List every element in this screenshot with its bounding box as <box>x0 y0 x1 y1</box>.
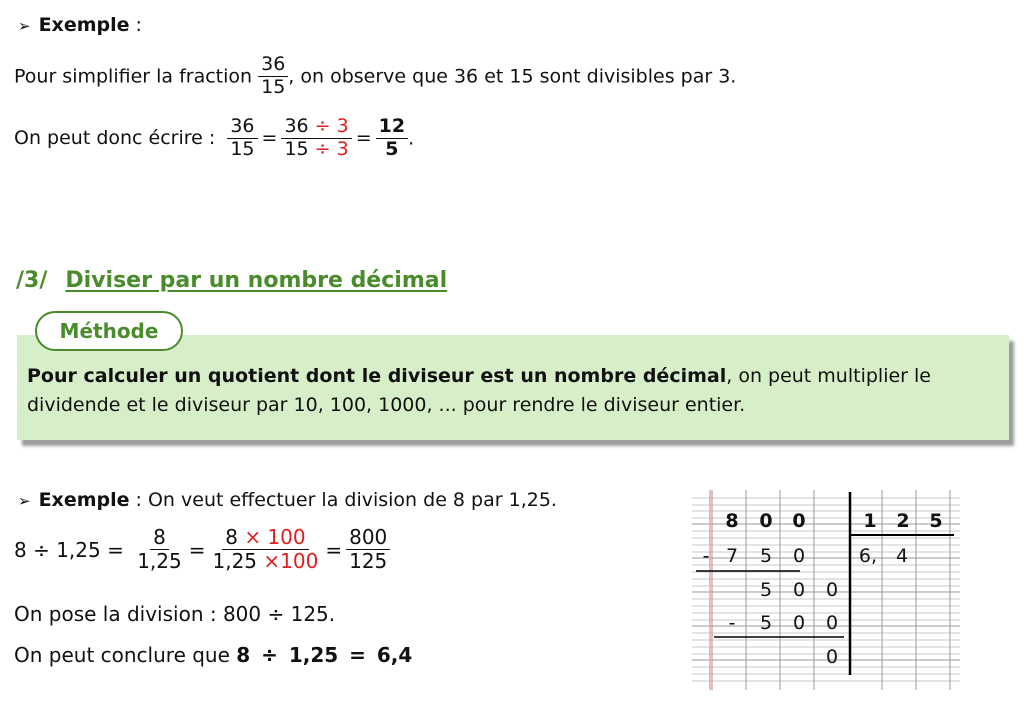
methode-label: Méthode <box>35 311 183 351</box>
fraction-800-125: $\frac{800}{125}$ <box>346 526 390 573</box>
section-title: /3/ Diviser par un nombre décimal <box>16 268 448 293</box>
subtract-digit: 0 <box>792 545 806 567</box>
subtract-digit: 5 <box>759 545 773 567</box>
conclusion-line: On peut conclure que 8 ÷ 1,25 = 6,4 <box>14 643 413 667</box>
methode-text: Pour calculer un quotient dont le diviseur est un nombre décimal, on peut multiplier le dividende et le diviseur par 10, 100, 1000, ... pour rendre le diviseur entier. <box>27 365 931 416</box>
remainder-digit: 0 <box>825 579 839 601</box>
example1-heading: ➢ Exemple : <box>18 14 142 36</box>
subtract-digit: 0 <box>792 612 806 634</box>
divisor-digit: 5 <box>929 510 943 532</box>
fraction-f1: $\frac{36}{15}$ <box>227 116 257 161</box>
quotient-digit: 6, <box>858 545 878 567</box>
subtract-digit: 0 <box>825 612 839 634</box>
subtract-digit: 5 <box>759 612 773 634</box>
divisor-digit: 1 <box>863 510 877 532</box>
example1-line2: On peut donc écrire : $\frac{36}{15}$ = $\frac{36 \div 3}{15 \div 3}$ = $\frac{12}{5}$ . <box>14 115 415 160</box>
quotient-digit: 4 <box>895 545 909 567</box>
fraction-8-1.25: $\frac{8}{1,25}$ <box>137 525 182 573</box>
minus-sign: - <box>728 612 736 634</box>
fraction-f2: $\frac{36 \div 3}{15 \div 3}$ <box>281 116 351 161</box>
subtract-digit: 7 <box>725 545 739 567</box>
dividend-digit: 8 <box>725 510 739 532</box>
final-remainder: 0 <box>825 646 839 668</box>
long-division <box>692 490 960 690</box>
fraction-36-15: $\frac{36}{15}$ <box>258 54 288 99</box>
minus-sign: - <box>702 545 710 567</box>
remainder-digit: 0 <box>792 579 806 601</box>
example1-line1: Pour simplifier la fraction $\frac{36}{15}$ , on observe que 36 et 15 sont divisibles par 3. <box>14 53 737 98</box>
remainder-digit: 5 <box>759 579 773 601</box>
arrow-bullet-icon: ➢ <box>18 492 31 510</box>
example2-equation: 8 ÷ 1,25 = $\frac{8}{1,25}$ = $\frac{8 \times 100}{1,25 \times 100}$ = $\frac{800}{125}$ <box>14 526 390 573</box>
arrow-bullet-icon: ➢ <box>18 17 31 35</box>
dividend-digit: 0 <box>759 510 773 532</box>
pose-line: On pose la division : 800 ÷ 125. <box>14 602 336 626</box>
fraction-f3: $\frac{12}{5}$ <box>376 116 408 161</box>
fraction-multiplied: $\frac{8 \times 100}{1,25 \times 100}$ <box>212 525 319 573</box>
example2-heading: ➢ Exemple : On veut effectuer la division de 8 par 1,25. <box>18 489 557 511</box>
divisor-digit: 2 <box>896 510 910 532</box>
dividend-digit: 0 <box>792 510 806 532</box>
